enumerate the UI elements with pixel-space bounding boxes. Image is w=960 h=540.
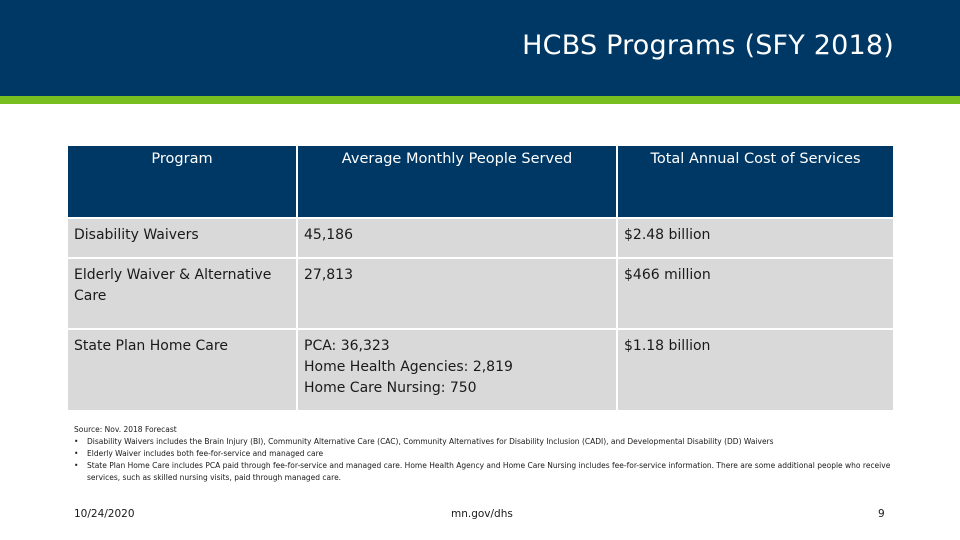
title-banner [0, 0, 960, 96]
people-served-value: Home Health Agencies: 2,819 [304, 359, 513, 375]
bullet-icon: • [74, 449, 79, 458]
footnote-item [74, 448, 914, 460]
accent-stripe [0, 96, 960, 104]
table-row [68, 219, 893, 257]
people-served-value: 27,813 [304, 267, 353, 283]
footnote-item [74, 460, 914, 484]
footnote-list [74, 436, 914, 484]
footer-url: mn.gov/dhs [451, 508, 513, 520]
program-cell: State Plan Home Care [68, 330, 296, 410]
program-cell: Elderly Waiver & Alternative Care [68, 259, 296, 328]
slide-title: HCBS Programs (SFY 2018) [522, 30, 894, 61]
footnote-text: Disability Waivers includes the Brain Injury (BI), Community Alternative Care (CAC), Community Alternatives for Disability Inclusion (CADI), and Developmental Disability (DD) Waivers [87, 437, 774, 446]
bullet-icon: • [74, 437, 79, 446]
cost-cell: $1.18 billion [618, 330, 893, 410]
footnote-text: Elderly Waiver includes both fee-for-service and managed care [87, 449, 324, 458]
people-served-cell [298, 259, 616, 328]
program-cell: Disability Waivers [68, 219, 296, 257]
column-header-people-served: Average Monthly People Served [298, 146, 616, 217]
table-row [68, 330, 893, 410]
people-served-value: Home Care Nursing: 750 [304, 380, 477, 396]
cost-cell: $466 million [618, 259, 893, 328]
table-header-row [68, 146, 893, 217]
people-served-cell [298, 330, 616, 410]
cost-cell: $2.48 billion [618, 219, 893, 257]
column-header-program: Program [68, 146, 296, 217]
bullet-icon: • [74, 461, 79, 470]
column-header-cost: Total Annual Cost of Services [618, 146, 893, 217]
page-number: 9 [878, 508, 885, 520]
programs-table [66, 144, 895, 412]
people-served-value: PCA: 36,323 [304, 338, 390, 354]
footnotes [74, 424, 914, 484]
table-row [68, 259, 893, 328]
people-served-value: 45,186 [304, 227, 353, 243]
footer-date: 10/24/2020 [74, 508, 135, 520]
footnote-item [74, 436, 914, 448]
footnote-text: State Plan Home Care includes PCA paid through fee-for-service and managed care. Home Health Agency and Home Care Nursing includes fee-for-service information. There are some additional people who receive services, such as skilled nursing visits, paid through managed care. [87, 461, 891, 482]
people-served-cell [298, 219, 616, 257]
source-note: Source: Nov. 2018 Forecast [74, 425, 177, 434]
